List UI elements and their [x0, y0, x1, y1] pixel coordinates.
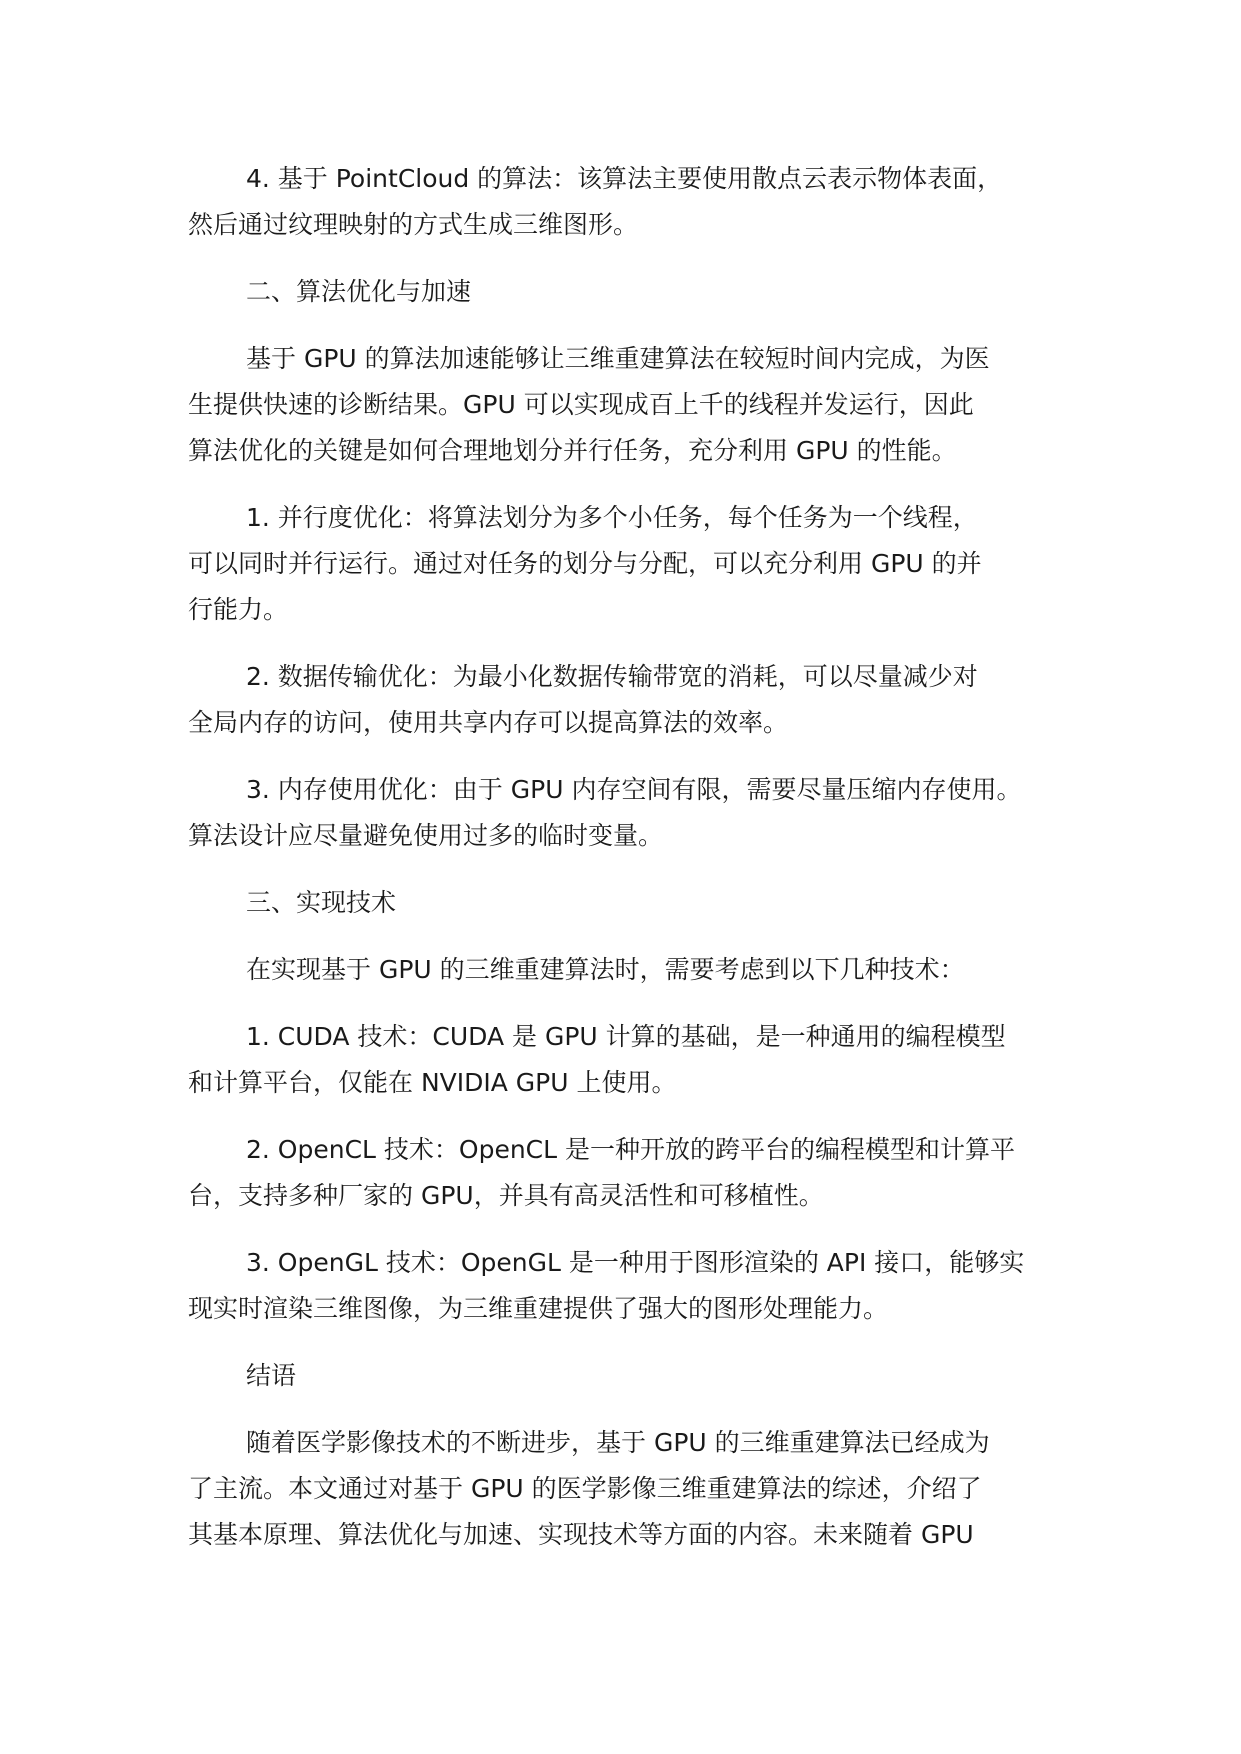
text-line: 全局内存的访问，使用共享内存可以提高算法的效率。: [188, 708, 789, 737]
paragraph-opengl: [188, 1240, 1068, 1332]
text-line: 台，支持多种厂家的 GPU，并具有高灵活性和可移植性。: [188, 1181, 824, 1210]
text-line: 3. 内存使用优化：由于 GPU 内存空间有限，需要尽量压缩内存使用。: [246, 775, 1022, 804]
heading-text: 二、算法优化与加速: [246, 277, 472, 306]
section-heading-optimization: [188, 269, 1068, 315]
section-heading-implementation: [188, 880, 1068, 926]
text-line: 基于 GPU 的算法加速能够让三维重建算法在较短时间内完成，为医: [246, 344, 990, 373]
text-line: 1. 并行度优化：将算法划分为多个小任务，每个任务为一个线程，: [246, 503, 978, 532]
document-body: [188, 156, 1068, 1579]
text-line: 其基本原理、算法优化与加速、实现技术等方面的内容。未来随着 GPU: [188, 1520, 974, 1549]
section-heading-conclusion: [188, 1353, 1068, 1399]
text-line: 4. 基于 PointCloud 的算法：该算法主要使用散点云表示物体表面，: [246, 164, 1003, 193]
text-line: 可以同时并行运行。通过对任务的划分与分配，可以充分利用 GPU 的并: [188, 549, 982, 578]
paragraph-pointcloud: [188, 156, 1068, 248]
text-line: 算法优化的关键是如何合理地划分并行任务，充分利用 GPU 的性能。: [188, 436, 957, 465]
text-line: 现实时渲染三维图像，为三维重建提供了强大的图形处理能力。: [188, 1294, 889, 1323]
text-line: 生提供快速的诊断结果。GPU 可以实现成百上千的线程并发运行，因此: [188, 390, 974, 419]
paragraph-data-transfer: [188, 654, 1068, 746]
heading-text: 结语: [246, 1361, 297, 1390]
paragraph-parallelism: [188, 495, 1068, 633]
text-line: 然后通过纹理映射的方式生成三维图形。: [188, 210, 639, 239]
text-line: 行能力。: [188, 595, 289, 624]
paragraph-gpu-acceleration: [188, 336, 1068, 474]
text-line: 2. OpenCL 技术：OpenCL 是一种开放的跨平台的编程模型和计算平: [246, 1135, 1016, 1164]
text-line: 随着医学影像技术的不断进步，基于 GPU 的三维重建算法已经成为: [246, 1428, 990, 1457]
text-line: 在实现基于 GPU 的三维重建算法时，需要考虑到以下几种技术：: [246, 955, 965, 984]
text-line: 2. 数据传输优化：为最小化数据传输带宽的消耗，可以尽量减少对: [246, 662, 978, 691]
text-line: 1. CUDA 技术：CUDA 是 GPU 计算的基础，是一种通用的编程模型: [246, 1022, 1006, 1051]
heading-text: 三、实现技术: [246, 888, 397, 917]
text-line: 了主流。本文通过对基于 GPU 的医学影像三维重建算法的综述，介绍了: [188, 1474, 982, 1503]
text-line: 3. OpenGL 技术：OpenGL 是一种用于图形渲染的 API 接口，能够实: [246, 1248, 1025, 1277]
paragraph-conclusion: [188, 1420, 1068, 1558]
paragraph-memory: [188, 767, 1068, 859]
text-line: 算法设计应尽量避免使用过多的临时变量。: [188, 821, 664, 850]
text-line: 和计算平台，仅能在 NVIDIA GPU 上使用。: [188, 1068, 677, 1097]
paragraph-cuda: [188, 1014, 1068, 1106]
paragraph-implementation-intro: [188, 947, 1068, 993]
paragraph-opencl: [188, 1127, 1068, 1219]
